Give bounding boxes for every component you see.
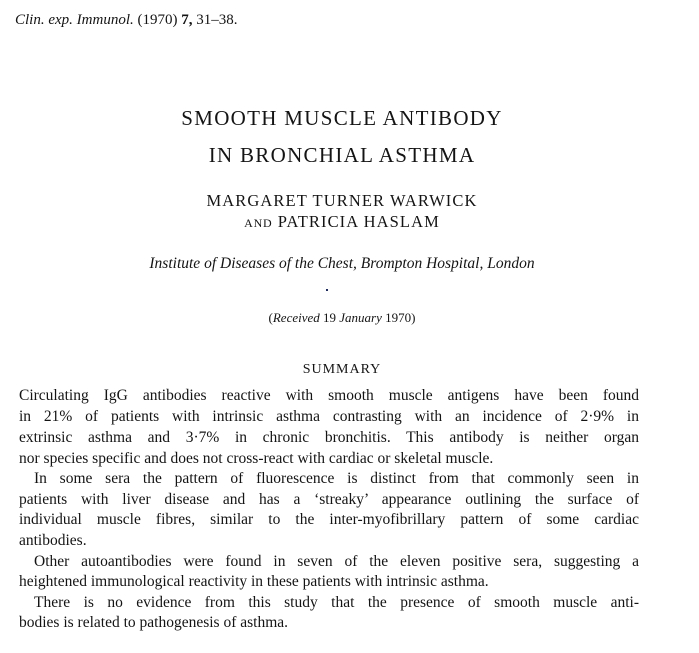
summary-line: in 21% of patients with intrinsic asthma contrasting with an incidence of 2·9% in [19, 408, 639, 425]
received-month: January [339, 310, 382, 325]
summary-line: Other autoantibodies were found in seven of the eleven positive sera, suggesting a [34, 553, 639, 570]
summary-line: extrinsic asthma and 3·7% in chronic bronchitis. This antibody is neither organ [19, 429, 639, 446]
article-title-line-1: SMOOTH MUSCLE ANTIBODY [181, 106, 503, 130]
received-day: 19 [323, 310, 337, 325]
summary-line: bodies is related to pathogenesis of asthma. [19, 614, 289, 631]
scan-speck [326, 289, 328, 291]
received-date [0, 310, 684, 326]
received-open-paren: ( [268, 310, 273, 325]
journal-name: Clin. exp. Immunol. [15, 12, 134, 28]
author-name-2: PATRICIA HASLAM [277, 212, 440, 231]
summary-line: antibodies. [19, 532, 87, 549]
summary-line: patients with liver disease and has a ‘streaky’ appearance outlining the surface of [19, 491, 639, 508]
journal-year: (1970) [137, 12, 178, 28]
summary-line: Circulating IgG antibodies reactive with smooth muscle antigens have been found [19, 387, 639, 404]
affiliation: Institute of Diseases of the Chest, Brompton Hospital, London [149, 255, 535, 272]
author-line-1: MARGARET TURNER WARWICK [206, 191, 478, 210]
article-title-line-2: IN BRONCHIAL ASTHMA [208, 143, 476, 167]
received-year: 1970) [385, 310, 416, 325]
summary-line: In some sera the pattern of fluorescence is distinct from that commonly seen in [34, 470, 639, 487]
summary-line: individual muscle fibres, similar to the inter-myofibrillary pattern of some cardiac [19, 511, 639, 528]
journal-citation [15, 12, 237, 29]
journal-pages: 31–38. [196, 12, 238, 28]
journal-volume: 7, [181, 12, 193, 28]
summary-line: nor species specific and does not cross-react with cardiac or skeletal muscle. [19, 450, 494, 467]
summary-line: There is no evidence from this study that the presence of smooth muscle anti- [34, 594, 639, 611]
received-label: Received [272, 310, 320, 325]
summary-line: heightened immunological reactivity in these patients with intrinsic asthma. [19, 573, 489, 590]
author-conjunction: AND [244, 216, 273, 230]
author-line-2 [0, 212, 684, 232]
summary-heading: SUMMARY [302, 362, 382, 377]
